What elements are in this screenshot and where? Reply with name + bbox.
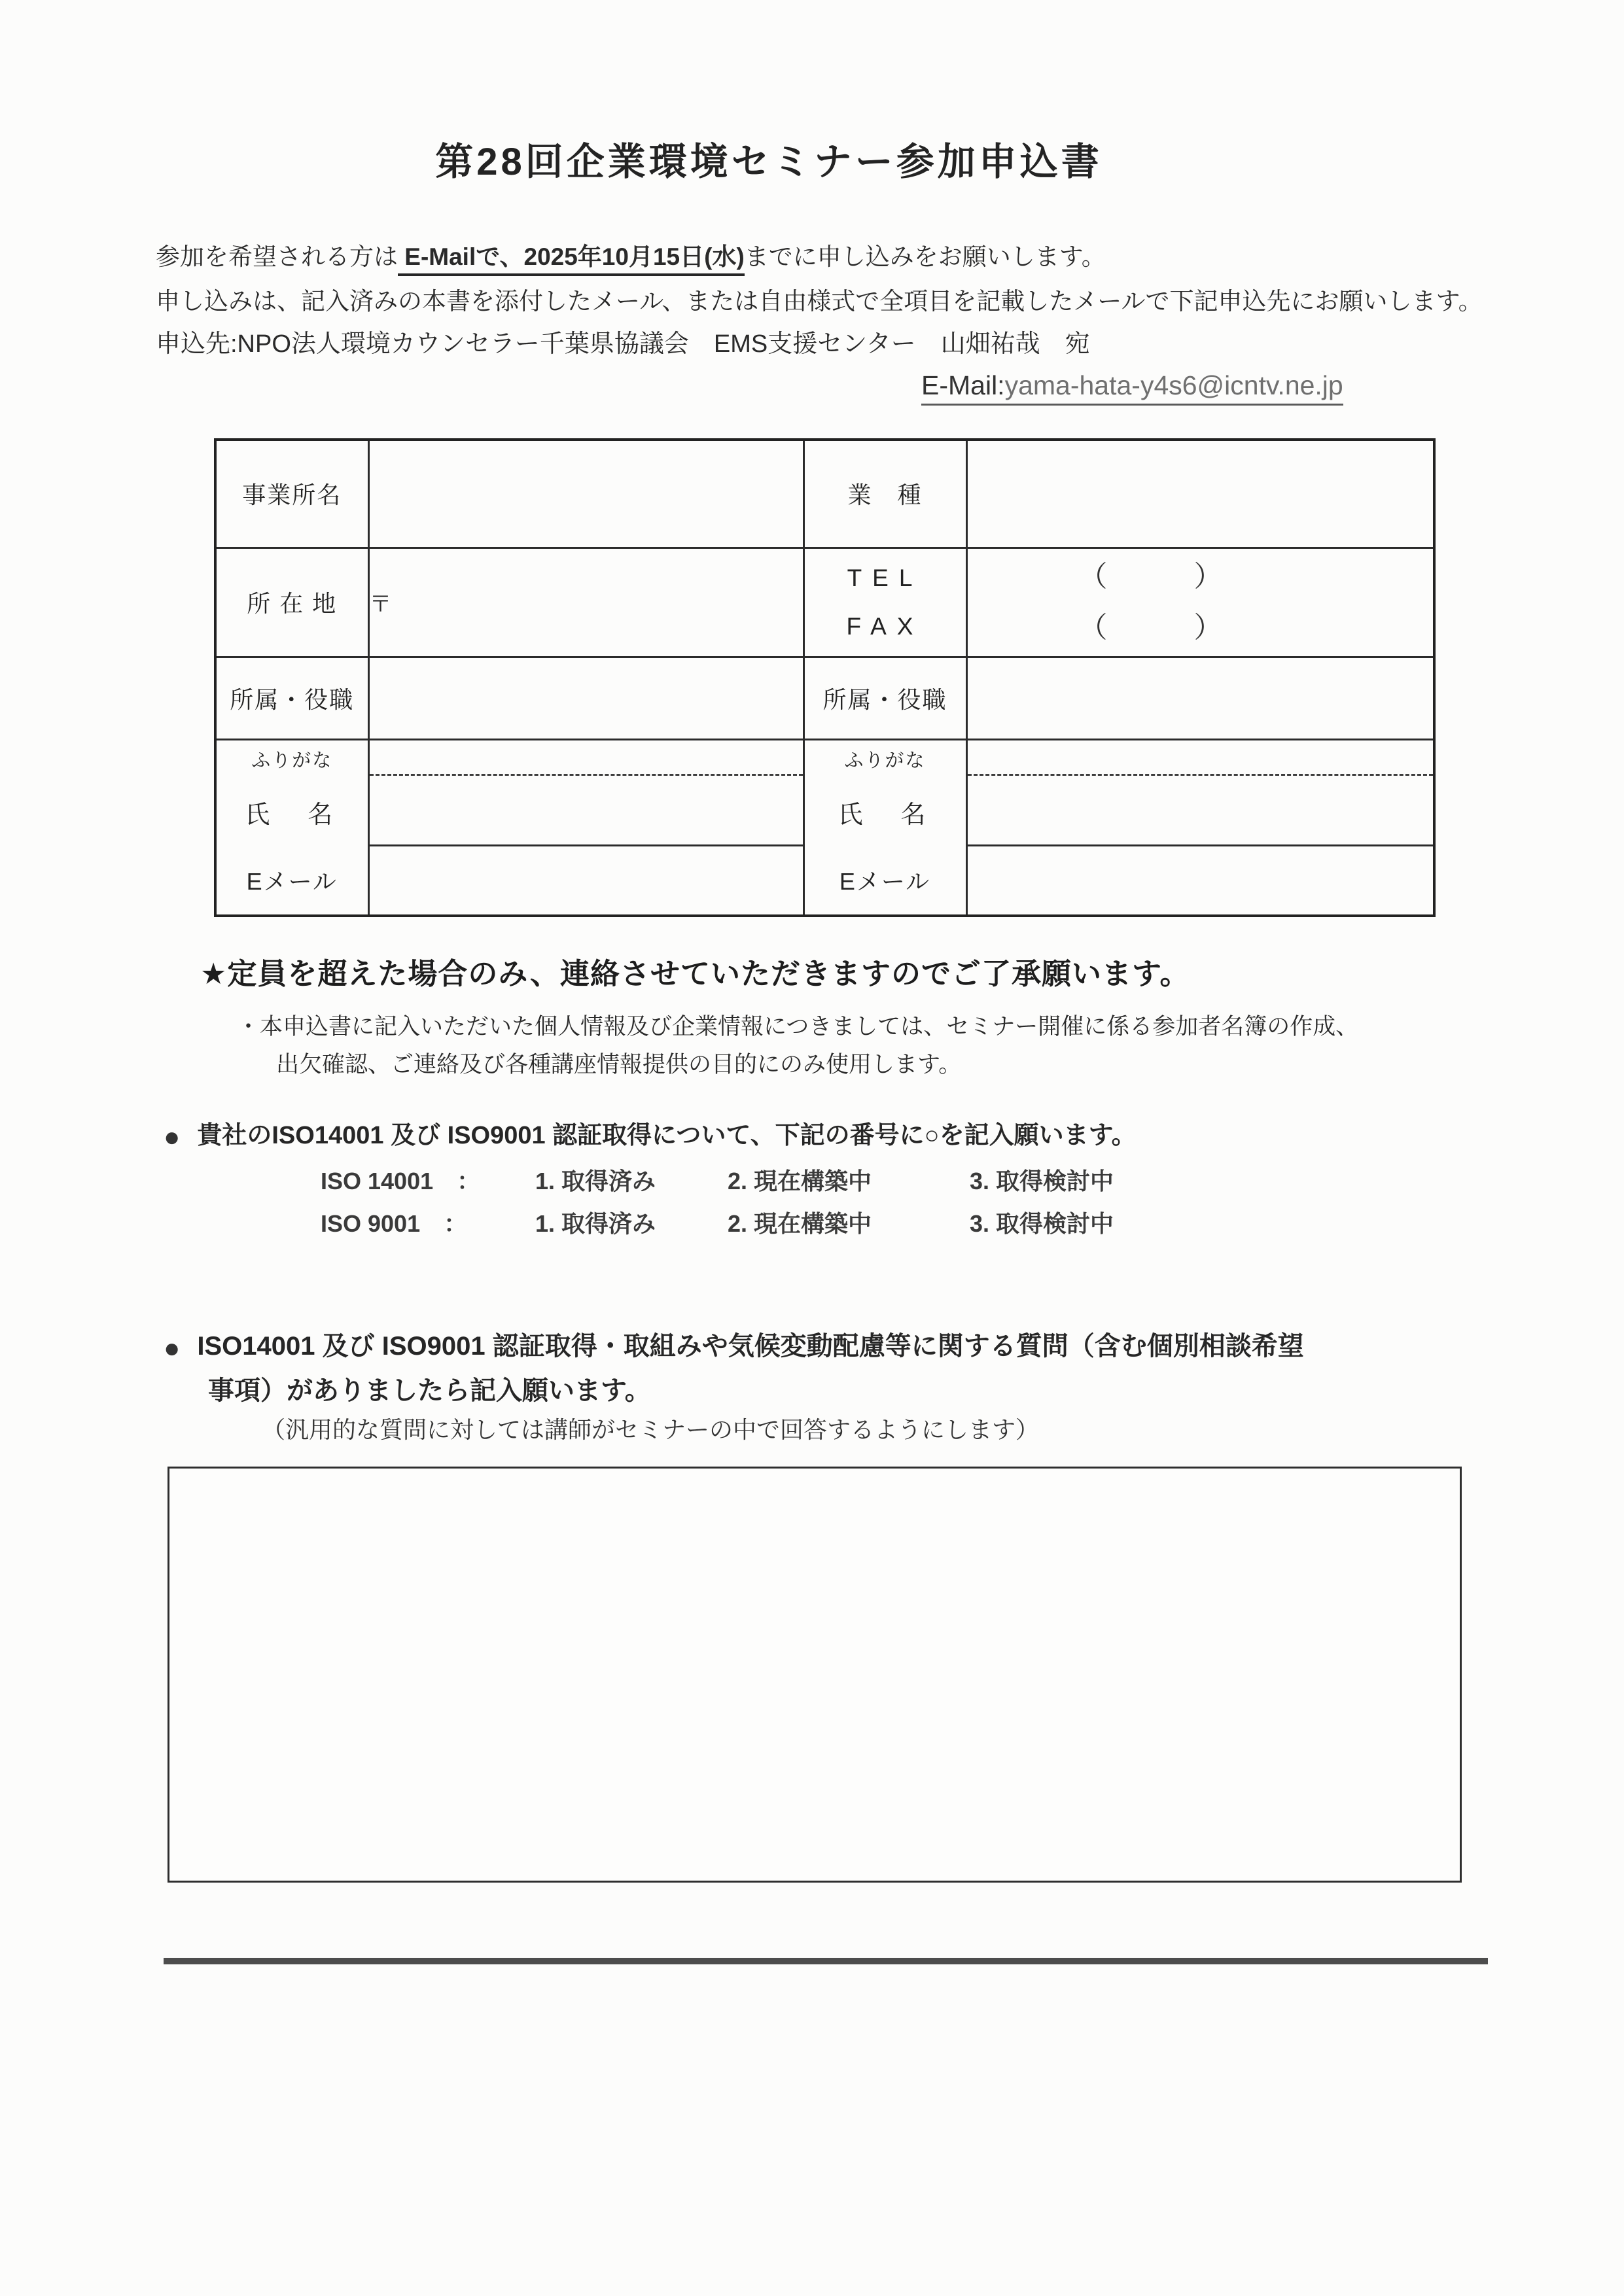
question-heading-text-1: ISO14001 及び ISO9001 認証取得・取組みや気候変動配慮等に関する質問（含む個別相談希望 bbox=[197, 1332, 1304, 1361]
email-field-left bbox=[368, 845, 803, 916]
table-email-label-right: Eメール bbox=[839, 868, 931, 896]
postal-mark: 〒 bbox=[369, 592, 392, 617]
office-name-field bbox=[368, 440, 803, 548]
iso-9001-option-3: 3. 取得検討中 bbox=[970, 1210, 1114, 1237]
table-email-label-left: Eメール bbox=[246, 868, 338, 896]
address-label: 所 在 地 bbox=[215, 548, 368, 657]
name-field-left bbox=[368, 774, 803, 845]
office-name-label: 事業所名 bbox=[215, 440, 368, 548]
fax-paren: （ ） bbox=[1078, 611, 1223, 644]
iso-14001-label: ISO 14001 ： bbox=[321, 1168, 481, 1194]
name-field-right bbox=[966, 774, 1434, 845]
iso-9001-option-1: 1. 取得済み bbox=[535, 1210, 656, 1237]
question-section-heading-line-2: 事項）がありましたら記入願います。 bbox=[208, 1376, 651, 1405]
intro-line-1 bbox=[156, 237, 1106, 272]
furigana-field-right bbox=[966, 739, 1434, 774]
iso-heading-text: 貴社のISO14001 及び ISO9001 認証取得について、下記の番号に○を記入願います。 bbox=[197, 1122, 1137, 1149]
iso-14001-option-1: 1. 取得済み bbox=[535, 1168, 656, 1194]
question-section-note: （汎用的な質問に対しては講師がセミナーの中で回答するようにします） bbox=[262, 1416, 1040, 1443]
fax-label: FAX bbox=[846, 612, 924, 640]
person-labels-right bbox=[803, 739, 966, 916]
tel-paren: （ ） bbox=[1078, 560, 1223, 593]
page-title: 第28回企業環境セミナー参加申込書 bbox=[435, 141, 1103, 183]
industry-label: 業 種 bbox=[803, 440, 966, 548]
email-address: yama-hata-y4s6@icntv.ne.jp bbox=[1004, 370, 1343, 400]
intro-line-1-pre: 参加を希望される方は bbox=[156, 243, 398, 270]
intro-line-3: 申込先:NPO法人環境カウンセラー千葉県協議会 EMS支援センター 山畑祐哉 宛 bbox=[156, 330, 1090, 358]
privacy-note-line-2: 出欠確認、ご連絡及び各種講座情報提供の目的にのみ使用します。 bbox=[276, 1052, 962, 1077]
name-label-right: 氏 名 bbox=[838, 801, 932, 829]
intro-line-2: 申し込みは、記入済みの本書を添付したメール、または自由様式で全項目を記載したメールで下記申込先にお願いします。 bbox=[156, 288, 1483, 315]
bullet-icon: ● bbox=[164, 1121, 181, 1152]
bullet-icon: ● bbox=[164, 1332, 181, 1363]
address-field bbox=[368, 548, 803, 657]
furigana-label-left: ふりがな bbox=[251, 750, 333, 772]
dept-field-right bbox=[966, 657, 1434, 739]
dept-label-left: 所属・役職 bbox=[215, 657, 368, 739]
capacity-note: ★定員を超えた場合のみ、連絡させていただきますのでご了承願います。 bbox=[200, 957, 1190, 990]
deadline-underlined: E-Mailで、2025年10月15日(水) bbox=[398, 243, 745, 276]
tel-fax-label bbox=[803, 548, 966, 657]
bottom-rule bbox=[164, 1958, 1488, 1964]
privacy-note-line-1: ・本申込書に記入いただいた個人情報及び企業情報につきましては、セミナー開催に係る参加者名簿の作成、 bbox=[237, 1014, 1359, 1039]
application-table bbox=[214, 438, 1436, 917]
intro-line-1-post: までに申し込みをお願いします。 bbox=[744, 243, 1106, 270]
contact-email-line bbox=[921, 370, 1343, 406]
iso-9001-row bbox=[0, 1206, 1624, 1240]
dept-label-right: 所属・役職 bbox=[803, 657, 966, 739]
dept-field-left bbox=[368, 657, 803, 739]
iso-14001-option-3: 3. 取得検討中 bbox=[970, 1168, 1114, 1194]
furigana-field-left bbox=[368, 739, 803, 774]
tel-label: TEL bbox=[847, 564, 923, 591]
industry-field bbox=[966, 440, 1434, 548]
iso-14001-option-2: 2. 現在構築中 bbox=[728, 1168, 872, 1194]
question-box bbox=[168, 1467, 1462, 1883]
email-field-right bbox=[966, 845, 1434, 916]
person-labels-left bbox=[215, 739, 368, 916]
tel-fax-field bbox=[966, 548, 1434, 657]
email-label: E-Mail: bbox=[921, 370, 1005, 400]
iso-9001-label: ISO 9001 ： bbox=[321, 1210, 468, 1237]
question-section-heading-line-1 bbox=[164, 1325, 1304, 1364]
iso-section-heading bbox=[164, 1115, 1137, 1153]
name-label-left: 氏 名 bbox=[245, 801, 340, 829]
iso-14001-row bbox=[0, 1163, 1624, 1197]
furigana-label-right: ふりがな bbox=[844, 750, 926, 772]
iso-9001-option-2: 2. 現在構築中 bbox=[728, 1210, 872, 1237]
